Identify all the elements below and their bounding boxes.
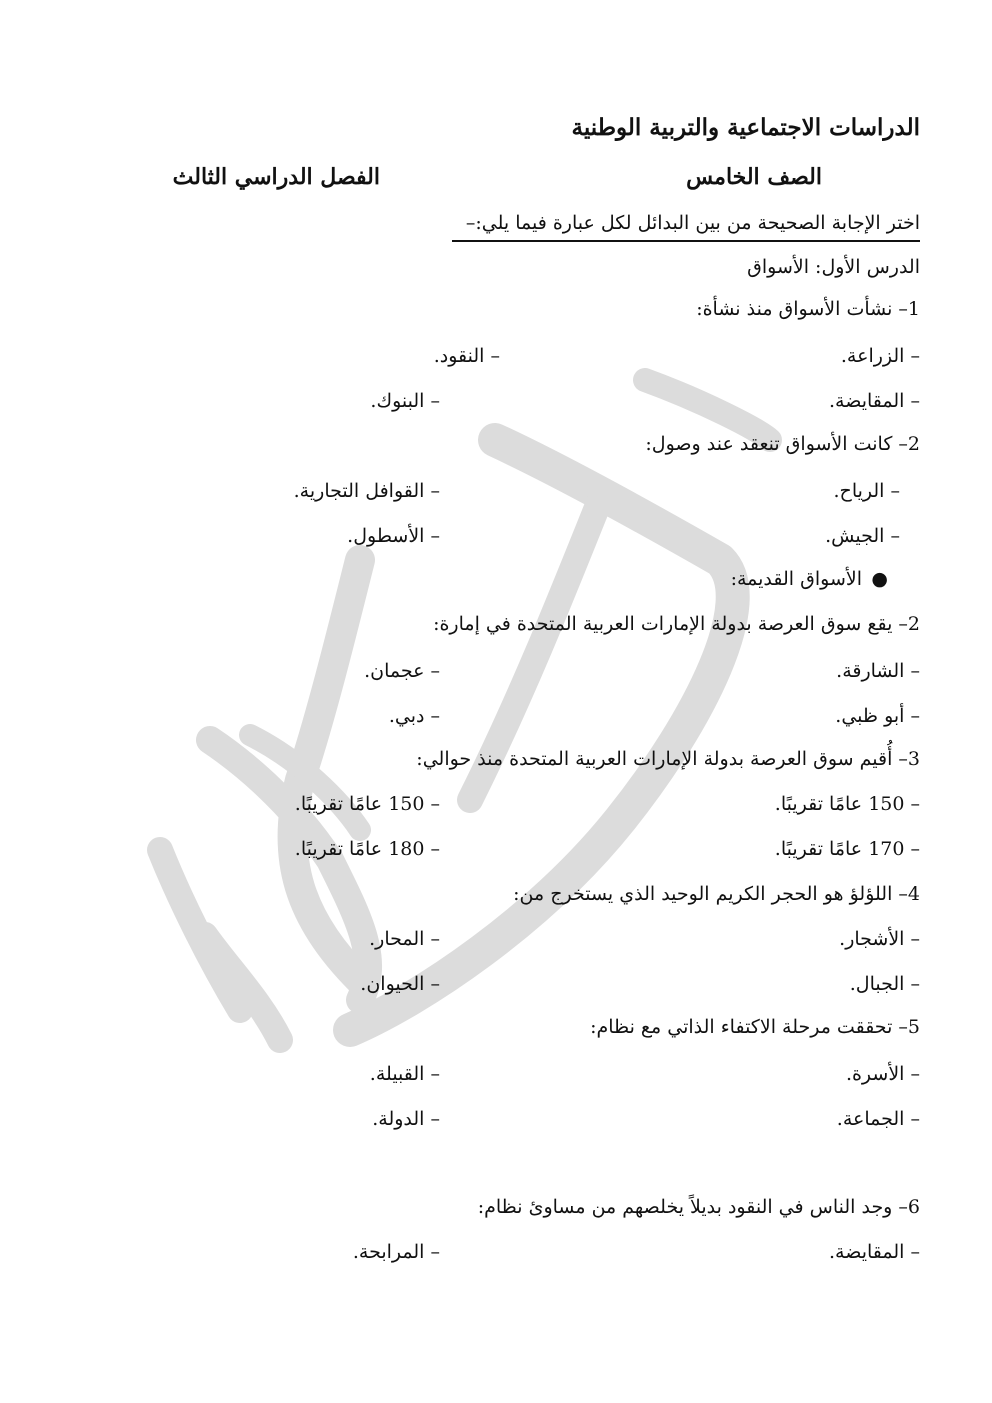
option-6c: – الجماعة. — [836, 1108, 920, 1130]
option-1d: – البنوك. — [370, 390, 440, 412]
option-1c: – المقايضة. — [829, 390, 920, 412]
question-4: 3– أُقيم سوق العرصة بدولة الإمارات العربية المتحدة منذ حوالي: — [416, 748, 920, 770]
option-5b: – المحار. — [369, 928, 440, 950]
option-5d: – الحيوان. — [360, 973, 440, 995]
question-1: 1– نشأت الأسواق منذ نشأة: — [696, 298, 920, 320]
page-title: الدراسات الاجتماعية والتربية الوطنية — [571, 114, 920, 141]
question-3: 2– يقع سوق العرصة بدولة الإمارات العربية المتحدة في إمارة: — [433, 613, 920, 635]
lesson-title: الدرس الأول: الأسواق — [747, 256, 920, 278]
bullet-marker: ● — [871, 568, 888, 590]
option-7b: – المرابحة. — [352, 1241, 440, 1263]
option-4d: – 180 عامًا تقريبًا. — [294, 838, 440, 860]
grade-label: الصف الخامس — [686, 164, 822, 190]
option-3b: – عجمان. — [364, 660, 440, 682]
option-2b: – القوافل التجارية. — [293, 480, 440, 502]
option-4b: – 150 عامًا تقريبًا. — [294, 793, 440, 815]
option-3c: – أبو ظبي. — [835, 705, 920, 727]
question-7: 6– وجد الناس في النقود بديلاً يخلصهم من مساوئ نظام: — [477, 1196, 920, 1218]
option-3d: – دبي. — [388, 705, 440, 727]
instruction-underline — [452, 240, 920, 242]
option-2a: – الرياح. — [833, 480, 900, 502]
bullet-old-markets: الأسواق القديمة: — [730, 568, 862, 590]
option-5a: – الأشجار. — [839, 928, 920, 950]
question-6: 5– تحققت مرحلة الاكتفاء الذاتي مع نظام: — [590, 1016, 920, 1038]
option-4c: – 170 عامًا تقريبًا. — [774, 838, 920, 860]
question-2: 2– كانت الأسواق تنعقد عند وصول: — [645, 433, 920, 455]
option-1a: – الزراعة. — [840, 345, 920, 367]
option-3a: – الشارقة. — [836, 660, 920, 682]
option-7a: – المقايضة. — [829, 1241, 920, 1263]
option-6d: – الدولة. — [372, 1108, 440, 1130]
option-1b: – النقود. — [433, 345, 500, 367]
option-4a: – 150 عامًا تقريبًا. — [774, 793, 920, 815]
option-2c: – الجيش. — [825, 525, 900, 547]
option-2d: – الأسطول. — [347, 525, 440, 547]
question-5: 4– اللؤلؤ هو الحجر الكريم الوحيد الذي يستخرج من: — [513, 883, 920, 905]
term-label: الفصل الدراسي الثالث — [172, 164, 380, 190]
option-6a: – الأسرة. — [845, 1063, 920, 1085]
instruction-text: اختر الإجابة الصحيحة من بين البدائل لكل عبارة فيما يلي:– — [465, 212, 920, 234]
option-5c: – الجبال. — [849, 973, 920, 995]
option-6b: – القبيلة. — [369, 1063, 440, 1085]
